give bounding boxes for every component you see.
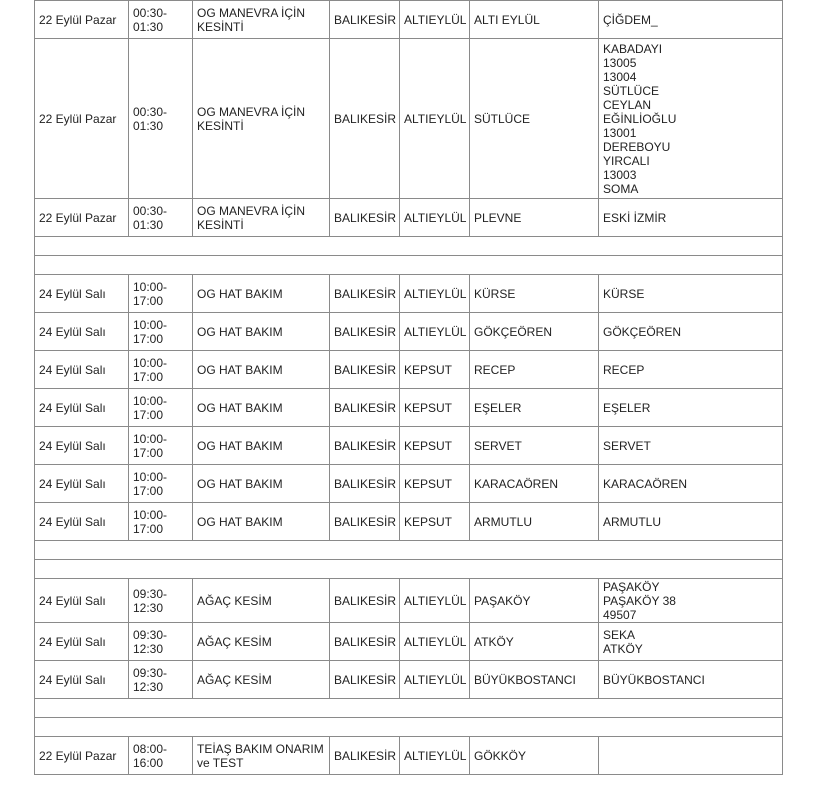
work-type-cell-line: OG HAT BAKIM: [197, 362, 283, 377]
outage-schedule-table: [34, 0, 783, 775]
time-cell: [129, 199, 193, 237]
time-cell: [129, 623, 193, 661]
table-row: [35, 275, 783, 313]
locations-cell: [599, 465, 783, 503]
locations-cell: [599, 1, 783, 39]
locations-cell: [599, 39, 783, 199]
locations-cell-line: KÜRSE: [603, 286, 645, 301]
work-type-cell-line: KESİNTİ: [197, 19, 244, 34]
neighborhood-cell: SÜTLÜCE: [470, 39, 599, 199]
neighborhood-cell: BÜYÜKBOSTANCI: [470, 661, 599, 699]
time-cell-line: 17:00: [133, 483, 164, 498]
locations-cell: [599, 503, 783, 541]
separator-row: [35, 718, 783, 737]
province-cell: BALIKESİR: [330, 661, 400, 699]
work-type-cell-line: OG MANEVRA İÇİN: [197, 203, 306, 218]
neighborhood-cell: ARMUTLU: [470, 503, 599, 541]
locations-cell: [599, 623, 783, 661]
date-cell: 24 Eylül Salı: [35, 503, 129, 541]
work-type-cell-line: TEİAŞ BAKIM ONARIM: [197, 741, 324, 756]
province-cell: BALIKESİR: [330, 623, 400, 661]
province-cell: BALIKESİR: [330, 199, 400, 237]
time-cell-line: 12:30: [133, 679, 164, 694]
table-row: [35, 661, 783, 699]
work-type-cell: [193, 389, 330, 427]
work-type-cell: [193, 275, 330, 313]
locations-cell-line: RECEP: [603, 362, 645, 377]
table-row: [35, 465, 783, 503]
province-cell: BALIKESİR: [330, 427, 400, 465]
work-type-cell: [193, 579, 330, 623]
district-cell: ALTIEYLÜL: [400, 1, 470, 39]
table-row: [35, 503, 783, 541]
time-cell-line: 12:30: [133, 600, 164, 615]
time-cell-line: 17:00: [133, 369, 164, 384]
province-cell: BALIKESİR: [330, 389, 400, 427]
work-type-cell-line: OG HAT BAKIM: [197, 400, 283, 415]
district-cell: KEPSUT: [400, 503, 470, 541]
table-row: [35, 1, 783, 39]
work-type-cell-line: KESİNTİ: [197, 217, 244, 232]
district-cell: ALTIEYLÜL: [400, 275, 470, 313]
work-type-cell-line: ve TEST: [197, 755, 244, 770]
time-cell: [129, 313, 193, 351]
date-cell: 22 Eylül Pazar: [35, 1, 129, 39]
locations-cell-line: ÇİĞDEM_: [603, 12, 658, 27]
work-type-cell: [193, 465, 330, 503]
date-cell: 24 Eylül Salı: [35, 389, 129, 427]
locations-cell: [599, 389, 783, 427]
locations-cell-line: SEKA: [603, 627, 636, 642]
work-type-cell: [193, 661, 330, 699]
neighborhood-cell: GÖKÇEÖREN: [470, 313, 599, 351]
locations-cell-line: DEREBOYU: [603, 139, 671, 154]
locations-cell-line: GÖKÇEÖREN: [603, 324, 682, 339]
neighborhood-cell: ALTI EYLÜL: [470, 1, 599, 39]
locations-cell-line: SÜTLÜCE: [603, 83, 660, 98]
time-cell-line: 01:30: [133, 217, 164, 232]
locations-cell-line: YIRCALI: [603, 153, 650, 168]
province-cell: BALIKESİR: [330, 275, 400, 313]
locations-cell-line: SOMA: [603, 181, 639, 196]
locations-cell-line: KARACAÖREN: [603, 476, 688, 491]
district-cell: ALTIEYLÜL: [400, 199, 470, 237]
table-row: [35, 623, 783, 661]
district-cell: ALTIEYLÜL: [400, 623, 470, 661]
time-cell-line: 09:30-: [133, 665, 168, 680]
date-cell: 24 Eylül Salı: [35, 579, 129, 623]
district-cell: ALTIEYLÜL: [400, 313, 470, 351]
work-type-cell-line: OG HAT BAKIM: [197, 514, 283, 529]
locations-cell-line: 49507: [603, 607, 637, 622]
table-row: [35, 199, 783, 237]
separator-row: [35, 560, 783, 579]
locations-cell-line: ARMUTLU: [603, 514, 662, 529]
province-cell: BALIKESİR: [330, 579, 400, 623]
separator-row: [35, 699, 783, 718]
province-cell: BALIKESİR: [330, 737, 400, 775]
time-cell-line: 10:00-: [133, 279, 168, 294]
separator-cell: [35, 699, 783, 718]
time-cell-line: 01:30: [133, 19, 164, 34]
locations-cell-line: 13004: [603, 69, 637, 84]
time-cell-line: 00:30-: [133, 203, 168, 218]
time-cell-line: 17:00: [133, 331, 164, 346]
time-cell: [129, 39, 193, 199]
neighborhood-cell: SERVET: [470, 427, 599, 465]
time-cell: [129, 389, 193, 427]
work-type-cell-line: OG HAT BAKIM: [197, 476, 283, 491]
time-cell: [129, 351, 193, 389]
locations-cell: [599, 427, 783, 465]
separator-row: [35, 541, 783, 560]
work-type-cell-line: AĞAÇ KESİM: [197, 634, 272, 649]
time-cell: [129, 503, 193, 541]
district-cell: ALTIEYLÜL: [400, 579, 470, 623]
locations-cell-line: 13003: [603, 167, 637, 182]
locations-cell: [599, 579, 783, 623]
separator-cell: [35, 541, 783, 560]
work-type-cell: [193, 623, 330, 661]
neighborhood-cell: PAŞAKÖY: [470, 579, 599, 623]
time-cell: [129, 579, 193, 623]
locations-cell: [599, 737, 783, 775]
neighborhood-cell: KARACAÖREN: [470, 465, 599, 503]
district-cell: KEPSUT: [400, 389, 470, 427]
locations-cell: [599, 661, 783, 699]
locations-cell-line: 13001: [603, 125, 637, 140]
locations-cell-line: KABADAYI: [603, 41, 663, 56]
locations-cell-line: EŞELER: [603, 400, 651, 415]
time-cell-line: 10:00-: [133, 507, 168, 522]
time-cell-line: 10:00-: [133, 393, 168, 408]
work-type-cell-line: AĞAÇ KESİM: [197, 672, 272, 687]
separator-cell: [35, 718, 783, 737]
time-cell-line: 10:00-: [133, 469, 168, 484]
neighborhood-cell: EŞELER: [470, 389, 599, 427]
work-type-cell-line: KESİNTİ: [197, 118, 244, 133]
locations-cell-line: CEYLAN: [603, 97, 652, 112]
time-cell-line: 12:30: [133, 641, 164, 656]
neighborhood-cell: KÜRSE: [470, 275, 599, 313]
time-cell-line: 16:00: [133, 755, 164, 770]
work-type-cell: [193, 351, 330, 389]
district-cell: ALTIEYLÜL: [400, 661, 470, 699]
date-cell: 24 Eylül Salı: [35, 427, 129, 465]
work-type-cell: [193, 427, 330, 465]
time-cell-line: 17:00: [133, 521, 164, 536]
province-cell: BALIKESİR: [330, 351, 400, 389]
neighborhood-cell: GÖKKÖY: [470, 737, 599, 775]
separator-cell: [35, 256, 783, 275]
time-cell: [129, 737, 193, 775]
separator-cell: [35, 560, 783, 579]
table-row: [35, 39, 783, 199]
time-cell-line: 17:00: [133, 407, 164, 422]
time-cell-line: 09:30-: [133, 586, 168, 601]
district-cell: ALTIEYLÜL: [400, 737, 470, 775]
neighborhood-cell: ATKÖY: [470, 623, 599, 661]
time-cell-line: 00:30-: [133, 5, 168, 20]
time-cell: [129, 661, 193, 699]
locations-cell-line: BÜYÜKBOSTANCI: [603, 672, 705, 687]
date-cell: 24 Eylül Salı: [35, 313, 129, 351]
time-cell-line: 01:30: [133, 118, 164, 133]
locations-cell: [599, 313, 783, 351]
work-type-cell: [193, 503, 330, 541]
locations-cell-line: ESKİ İZMİR: [603, 210, 667, 225]
time-cell: [129, 427, 193, 465]
date-cell: 22 Eylül Pazar: [35, 39, 129, 199]
date-cell: 24 Eylül Salı: [35, 351, 129, 389]
time-cell-line: 09:30-: [133, 627, 168, 642]
district-cell: KEPSUT: [400, 465, 470, 503]
work-type-cell-line: OG MANEVRA İÇİN: [197, 104, 306, 119]
work-type-cell: [193, 39, 330, 199]
time-cell-line: 17:00: [133, 293, 164, 308]
separator-row: [35, 237, 783, 256]
time-cell-line: 17:00: [133, 445, 164, 460]
work-type-cell-line: OG HAT BAKIM: [197, 324, 283, 339]
time-cell-line: 10:00-: [133, 317, 168, 332]
neighborhood-cell: PLEVNE: [470, 199, 599, 237]
province-cell: BALIKESİR: [330, 503, 400, 541]
table-row: [35, 389, 783, 427]
table-row: [35, 427, 783, 465]
locations-cell-line: EĞİNLİOĞLU: [603, 111, 677, 126]
work-type-cell: [193, 737, 330, 775]
work-type-cell-line: OG MANEVRA İÇİN: [197, 5, 306, 20]
province-cell: BALIKESİR: [330, 1, 400, 39]
table-row: [35, 351, 783, 389]
locations-cell: [599, 275, 783, 313]
separator-cell: [35, 237, 783, 256]
province-cell: BALIKESİR: [330, 313, 400, 351]
table-row: [35, 579, 783, 623]
district-cell: KEPSUT: [400, 427, 470, 465]
date-cell: 24 Eylül Salı: [35, 623, 129, 661]
locations-cell: [599, 199, 783, 237]
date-cell: 24 Eylül Salı: [35, 661, 129, 699]
time-cell: [129, 275, 193, 313]
date-cell: 24 Eylül Salı: [35, 275, 129, 313]
province-cell: BALIKESİR: [330, 465, 400, 503]
time-cell-line: 00:30-: [133, 104, 168, 119]
separator-row: [35, 256, 783, 275]
locations-cell-line: PAŞAKÖY 38: [603, 593, 676, 608]
date-cell: 22 Eylül Pazar: [35, 199, 129, 237]
neighborhood-cell: RECEP: [470, 351, 599, 389]
date-cell: 22 Eylül Pazar: [35, 737, 129, 775]
table-row: [35, 313, 783, 351]
work-type-cell-line: OG HAT BAKIM: [197, 438, 283, 453]
work-type-cell: [193, 1, 330, 39]
district-cell: ALTIEYLÜL: [400, 39, 470, 199]
locations-cell-line: PAŞAKÖY: [603, 579, 660, 594]
time-cell-line: 10:00-: [133, 431, 168, 446]
district-cell: KEPSUT: [400, 351, 470, 389]
locations-cell-line: 13005: [603, 55, 637, 70]
time-cell: [129, 465, 193, 503]
locations-cell-line: SERVET: [603, 438, 651, 453]
locations-cell: [599, 351, 783, 389]
date-cell: 24 Eylül Salı: [35, 465, 129, 503]
work-type-cell-line: AĞAÇ KESİM: [197, 593, 272, 608]
work-type-cell: [193, 313, 330, 351]
work-type-cell: [193, 199, 330, 237]
time-cell: [129, 1, 193, 39]
time-cell-line: 08:00-: [133, 741, 168, 756]
locations-cell-line: ATKÖY: [603, 641, 643, 656]
province-cell: BALIKESİR: [330, 39, 400, 199]
work-type-cell-line: OG HAT BAKIM: [197, 286, 283, 301]
table-row: [35, 737, 783, 775]
time-cell-line: 10:00-: [133, 355, 168, 370]
